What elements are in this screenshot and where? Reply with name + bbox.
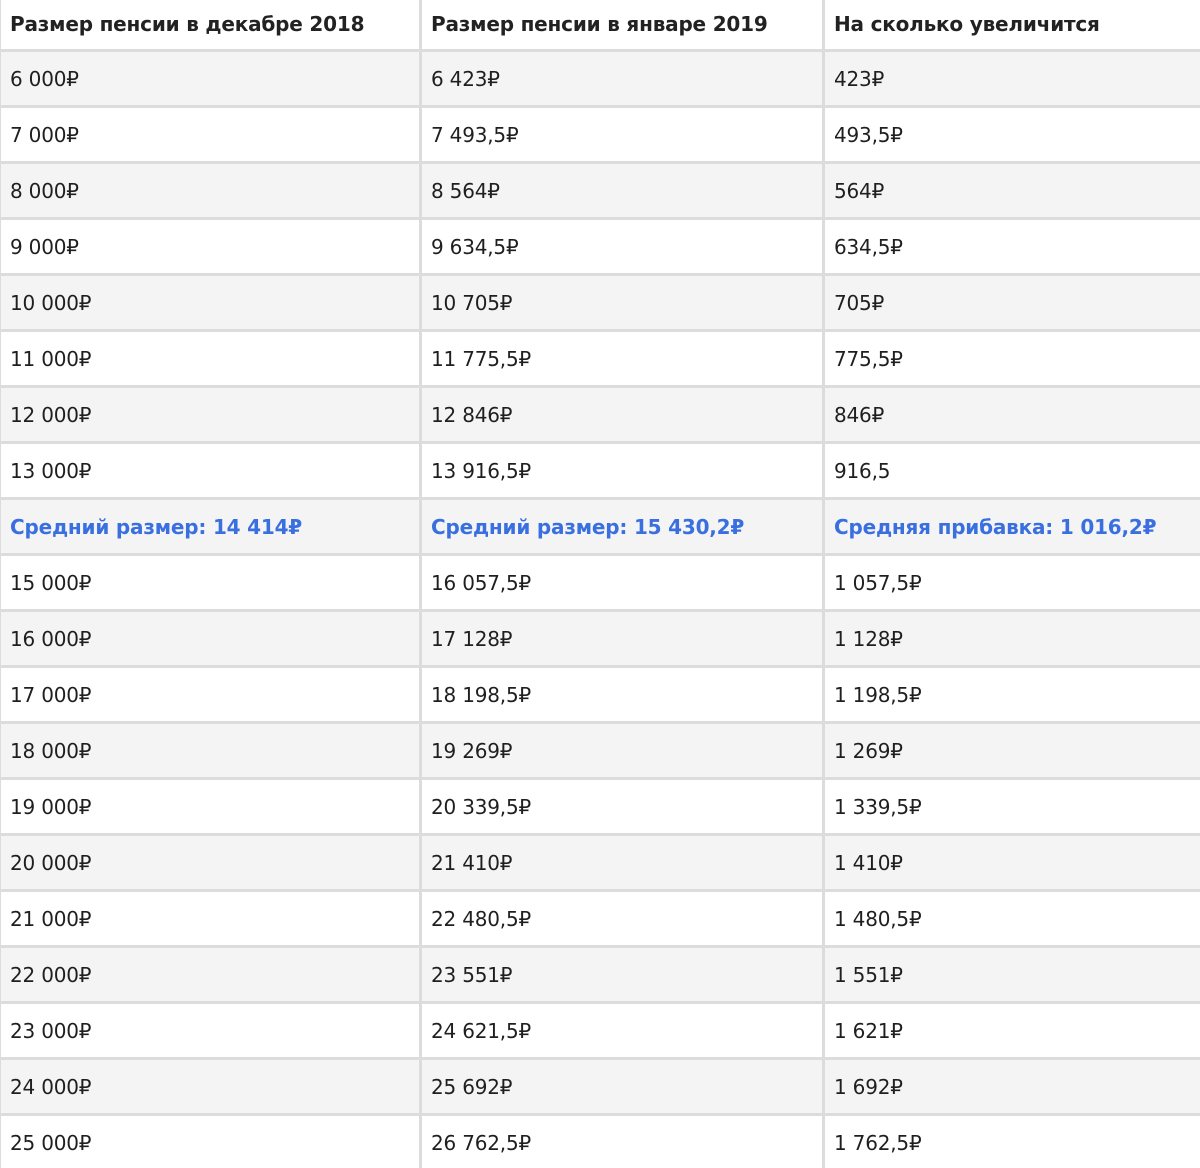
cell-december: 20 000₽ xyxy=(1,836,419,889)
cell-increase: 1 551₽ xyxy=(825,948,1200,1001)
cell-increase: 634,5₽ xyxy=(825,220,1200,273)
cell-january: 26 762,5₽ xyxy=(422,1116,822,1168)
average-increase: Средняя прибавка: 1 016,2₽ xyxy=(825,500,1200,553)
cell-increase: 564₽ xyxy=(825,164,1200,217)
cell-increase: 916,5 xyxy=(825,444,1200,497)
cell-december: 22 000₽ xyxy=(1,948,419,1001)
cell-increase: 1 692₽ xyxy=(825,1060,1200,1113)
cell-increase: 1 621₽ xyxy=(825,1004,1200,1057)
cell-increase: 1 410₽ xyxy=(825,836,1200,889)
table-header-row xyxy=(1,0,1200,49)
cell-january: 6 423₽ xyxy=(422,52,822,105)
cell-increase: 775,5₽ xyxy=(825,332,1200,385)
cell-january: 17 128₽ xyxy=(422,612,822,665)
cell-december: 16 000₽ xyxy=(1,612,419,665)
average-january: Средний размер: 15 430,2₽ xyxy=(422,500,822,553)
cell-december: 13 000₽ xyxy=(1,444,419,497)
cell-december: 17 000₽ xyxy=(1,668,419,721)
cell-january: 9 634,5₽ xyxy=(422,220,822,273)
header-increase: На сколько увеличится xyxy=(825,0,1200,49)
cell-increase: 705₽ xyxy=(825,276,1200,329)
cell-december: 15 000₽ xyxy=(1,556,419,609)
cell-january: 10 705₽ xyxy=(422,276,822,329)
cell-january: 12 846₽ xyxy=(422,388,822,441)
cell-december: 7 000₽ xyxy=(1,108,419,161)
average-row xyxy=(1,500,1200,553)
cell-increase: 1 269₽ xyxy=(825,724,1200,777)
cell-january: 11 775,5₽ xyxy=(422,332,822,385)
cell-december: 19 000₽ xyxy=(1,780,419,833)
header-december-2018: Размер пенсии в декабре 2018 xyxy=(1,0,419,49)
table-row xyxy=(1,388,1200,441)
table-row xyxy=(1,1060,1200,1113)
cell-january: 16 057,5₽ xyxy=(422,556,822,609)
cell-increase: 493,5₽ xyxy=(825,108,1200,161)
table-row xyxy=(1,780,1200,833)
cell-january: 20 339,5₽ xyxy=(422,780,822,833)
cell-january: 22 480,5₽ xyxy=(422,892,822,945)
cell-increase: 846₽ xyxy=(825,388,1200,441)
cell-january: 7 493,5₽ xyxy=(422,108,822,161)
cell-december: 6 000₽ xyxy=(1,52,419,105)
cell-january: 24 621,5₽ xyxy=(422,1004,822,1057)
table-row xyxy=(1,1116,1200,1168)
cell-increase: 423₽ xyxy=(825,52,1200,105)
table-row xyxy=(1,556,1200,609)
table-row xyxy=(1,164,1200,217)
cell-increase: 1 128₽ xyxy=(825,612,1200,665)
table-row xyxy=(1,1004,1200,1057)
table-row xyxy=(1,444,1200,497)
table-row xyxy=(1,892,1200,945)
header-january-2019: Размер пенсии в январе 2019 xyxy=(422,0,822,49)
table-row xyxy=(1,612,1200,665)
cell-december: 11 000₽ xyxy=(1,332,419,385)
cell-december: 9 000₽ xyxy=(1,220,419,273)
cell-december: 10 000₽ xyxy=(1,276,419,329)
cell-increase: 1 057,5₽ xyxy=(825,556,1200,609)
average-december: Средний размер: 14 414₽ xyxy=(1,500,419,553)
cell-december: 18 000₽ xyxy=(1,724,419,777)
cell-january: 18 198,5₽ xyxy=(422,668,822,721)
table-row xyxy=(1,52,1200,105)
cell-december: 12 000₽ xyxy=(1,388,419,441)
table-row xyxy=(1,668,1200,721)
cell-increase: 1 339,5₽ xyxy=(825,780,1200,833)
cell-december: 24 000₽ xyxy=(1,1060,419,1113)
cell-january: 13 916,5₽ xyxy=(422,444,822,497)
table-row xyxy=(1,724,1200,777)
cell-increase: 1 480,5₽ xyxy=(825,892,1200,945)
cell-january: 8 564₽ xyxy=(422,164,822,217)
table-row xyxy=(1,276,1200,329)
table-row xyxy=(1,108,1200,161)
table-row xyxy=(1,948,1200,1001)
cell-december: 8 000₽ xyxy=(1,164,419,217)
cell-january: 21 410₽ xyxy=(422,836,822,889)
table-row xyxy=(1,836,1200,889)
table-row xyxy=(1,332,1200,385)
cell-increase: 1 198,5₽ xyxy=(825,668,1200,721)
cell-january: 23 551₽ xyxy=(422,948,822,1001)
cell-december: 25 000₽ xyxy=(1,1116,419,1168)
cell-january: 19 269₽ xyxy=(422,724,822,777)
cell-increase: 1 762,5₽ xyxy=(825,1116,1200,1168)
table-row xyxy=(1,220,1200,273)
cell-december: 23 000₽ xyxy=(1,1004,419,1057)
cell-january: 25 692₽ xyxy=(422,1060,822,1113)
cell-december: 21 000₽ xyxy=(1,892,419,945)
